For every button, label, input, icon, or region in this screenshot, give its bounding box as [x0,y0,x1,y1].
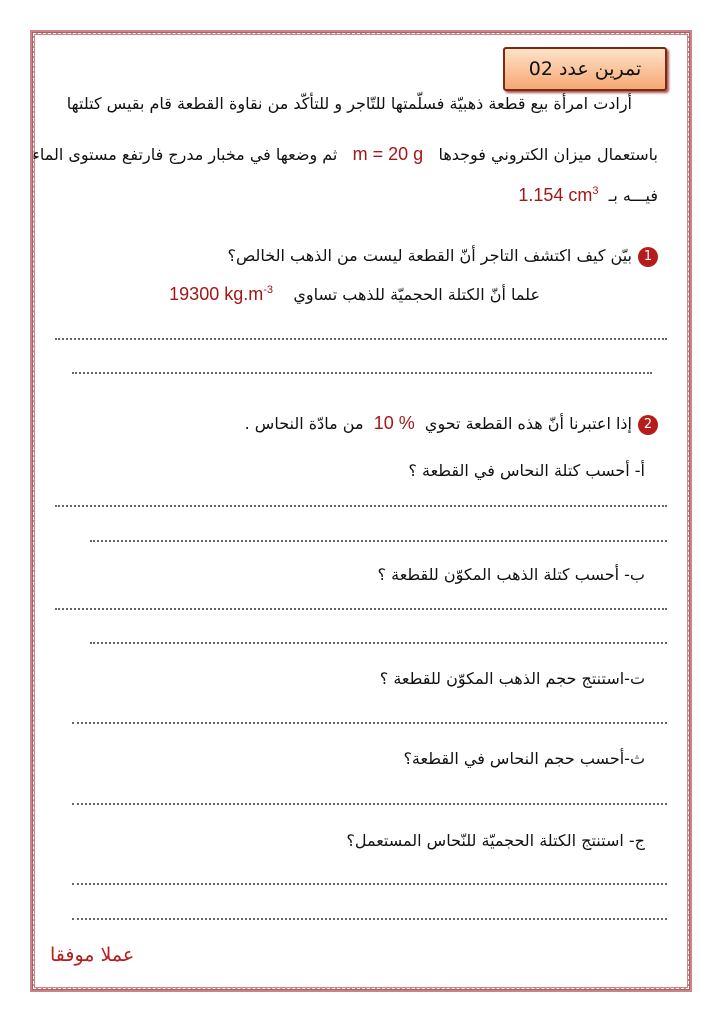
answer-line [72,883,667,885]
mass-value: m = 20 g [352,144,424,164]
number-badge: 2 [638,415,658,435]
part-t: ت-استنتج حجم الذهب المكوّن للقطعة ؟ [379,669,645,688]
answer-line [72,918,667,920]
text: 1.154 cm [518,185,593,205]
question-2 [245,413,658,435]
answer-line [72,372,652,374]
text: ثم وضعها في مخبار مدرج فارتفع مستوى الماء [32,145,338,164]
density-value [169,284,273,304]
percent-value: 10 % [373,413,415,433]
part-a: أ- أحسب كتلة النحاس في القطعة ؟ [408,461,645,480]
intro-line-2 [32,144,658,165]
exp: 3 [592,185,599,197]
text: بيّن كيف اكتشف التاجر أنّ القطعة ليست من الذهب الخالص؟ [227,246,632,265]
closing-note: عملا موفقا [50,944,135,966]
question-1 [227,246,658,267]
intro-line-1: أرادت امرأة بيع قطعة ذهبيّة فسلّمتها للتّاجر و للتأكّد من نقاوة القطعة قام بقيس كتلتها [66,94,632,113]
answer-line [90,642,667,644]
text: باستعمال ميزان الكتروني فوجدها [438,145,658,164]
answer-line [72,803,667,805]
intro-line-3 [518,185,658,206]
answer-line [55,608,667,610]
text: علما أنّ الكتلة الحجميّة للذهب تساوي [293,285,540,304]
text: 19300 kg.m [169,284,264,304]
exercise-title: تمرين عدد 02 [503,47,667,91]
answer-line [55,505,667,507]
exp: -3 [263,284,273,296]
part-b: ب- أحسب كتلة الذهب المكوّن للقطعة ؟ [377,565,645,584]
part-j: ج- استنتج الكتلة الحجميّة للنّحاس المستعمل؟ [346,831,645,850]
volume-value [518,185,598,205]
text: فيـــه بـ [608,186,658,205]
number-badge: 1 [638,247,658,267]
answer-line [90,540,667,542]
answer-line [72,722,667,724]
text: من مادّة النحاس . [244,414,364,433]
part-th: ث-أحسب حجم النحاس في القطعة؟ [403,749,645,768]
answer-line [55,338,667,340]
text: إذا اعتبرنا أنّ هذه القطعة تحوي [424,414,632,433]
q1-note [169,284,540,305]
